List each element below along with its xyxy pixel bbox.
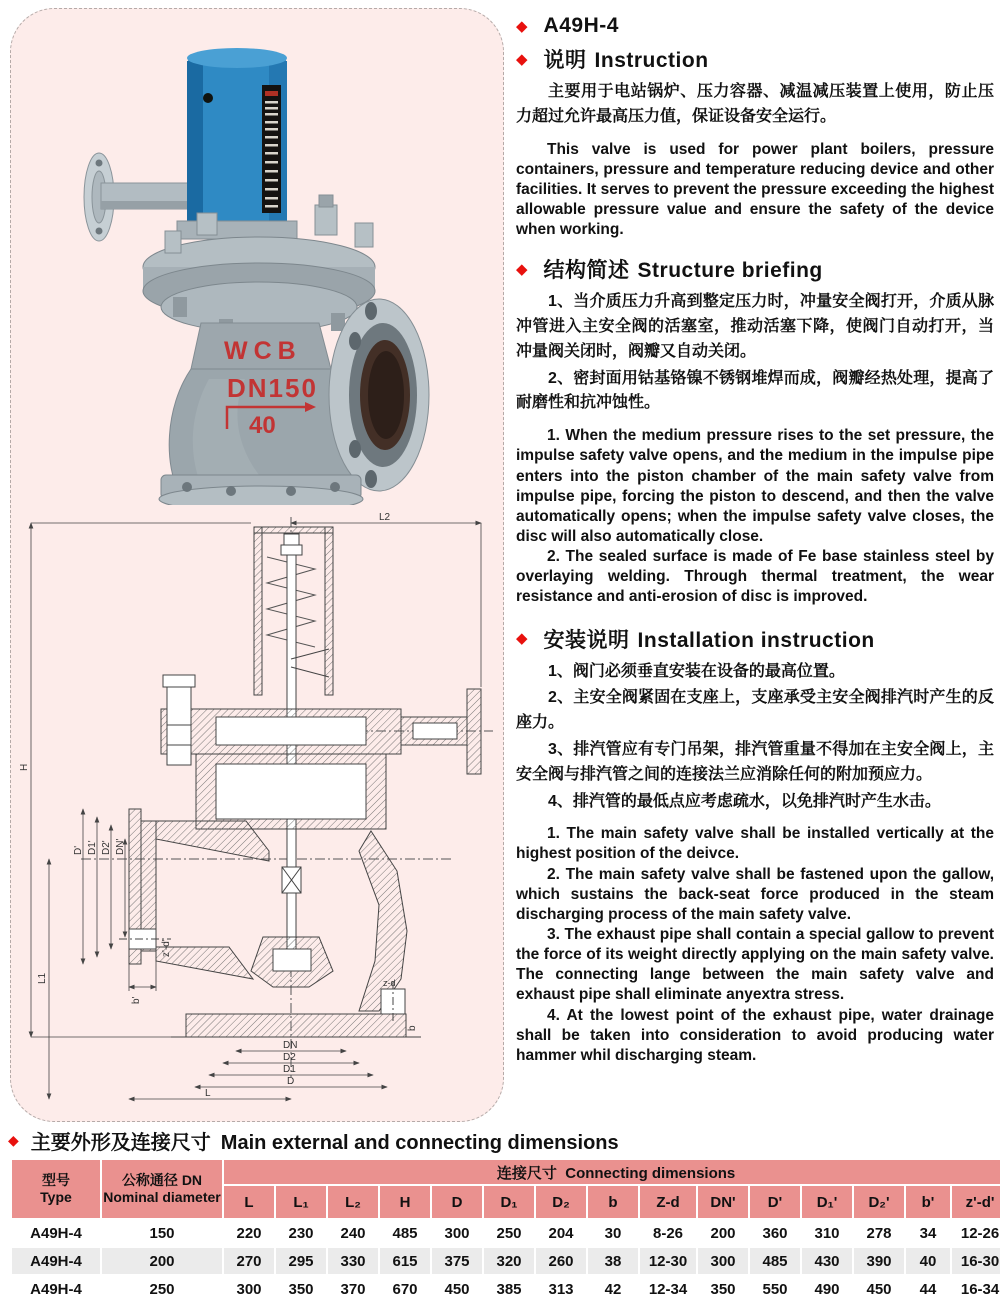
cell-dimension: 220	[236, 1224, 262, 1242]
column-header: b	[588, 1186, 638, 1218]
product-panel	[10, 8, 504, 1122]
dim-L2: L2	[379, 512, 391, 523]
cell-dimension: 370	[340, 1280, 366, 1298]
cell-dimension: 295	[288, 1252, 314, 1270]
cell-dimension: 450	[444, 1280, 470, 1298]
structure-zh-list	[516, 290, 994, 416]
dim-DNp: DN'	[115, 838, 126, 855]
header-type-en: Type	[40, 1189, 72, 1205]
diamond-icon: ◆	[516, 17, 528, 35]
installation-zh-item: 3、排汽管应有专门吊架，排汽管重量不得加在主安全阀上，主安全阀与排汽管之间的连接法兰应消除任何的附加预应力。	[516, 740, 994, 783]
cell-dimension: 12-26	[960, 1224, 1000, 1242]
installation-en-item: 3. The exhaust pipe shall contain a special gallow to prevent the force of its weight directly applying on the main safety valve. The connecting lange between the main safety valve and exhaust pipe shall eliminate anyextra stress.	[516, 926, 994, 1004]
column-header: D₂	[536, 1186, 586, 1218]
instruction-title	[544, 44, 709, 74]
cell-dimension: 40	[919, 1252, 937, 1270]
cell-dimension: 278	[866, 1224, 892, 1242]
cell-dimension: 8-26	[652, 1224, 684, 1242]
diamond-icon: ◆	[516, 50, 528, 68]
instruction-heading	[516, 44, 994, 74]
pn-label: 40	[249, 412, 276, 439]
cell-dimension: 300	[710, 1252, 736, 1270]
cell-dimension: 38	[604, 1252, 622, 1270]
structure-title-en: Structure briefing	[637, 259, 823, 283]
cell-dimension: 375	[444, 1252, 470, 1270]
column-header: L	[224, 1186, 274, 1218]
dimensions-title	[31, 1126, 619, 1155]
cell-dimension: 250	[496, 1224, 522, 1242]
cell-dimension: 430	[814, 1252, 840, 1270]
cell-dimension: 390	[866, 1252, 892, 1270]
cell-dimension: 16-34	[960, 1280, 1000, 1298]
dim-Dp: D'	[73, 845, 84, 855]
table-row	[12, 1220, 1000, 1246]
column-header: D₁	[484, 1186, 534, 1218]
structure-title	[544, 254, 823, 284]
valve-cap	[187, 48, 287, 225]
installation-en-item: 2. The main safety valve shall be fastened upon the gallow, which sustains the back-seat force produced in the steam discharging process of the main safety valve.	[516, 865, 994, 923]
installation-en-item: 1. The main safety valve shall be installed vertically at the highest position of the deivce.	[516, 825, 994, 863]
cell-dn: 150	[149, 1224, 175, 1242]
installation-heading	[516, 624, 994, 654]
cell-dimension: 320	[496, 1252, 522, 1270]
dim-L: L	[205, 1088, 211, 1099]
column-header: z'-d'	[952, 1186, 1000, 1218]
dimensions-title-en: Main external and connecting dimensions	[220, 1132, 619, 1154]
dimensions-table-wrap	[10, 1158, 1000, 1302]
header-connecting-dims	[224, 1160, 1000, 1184]
cell-dimension: 330	[340, 1252, 366, 1270]
cell-dimension: 16-30	[960, 1252, 1000, 1270]
cell-dimension: 42	[604, 1280, 622, 1298]
column-header: D₂'	[854, 1186, 904, 1218]
cell-dimension: 300	[236, 1280, 262, 1298]
structure-heading	[516, 254, 994, 284]
structure-en-item: 2. The sealed surface is made of Fe base stainless steel by overlaying welding. Through thermal treatment, the wear resistance and anti-erosion of disc is improved.	[516, 548, 994, 606]
dim-D: D	[287, 1076, 295, 1087]
column-header: D₁'	[802, 1186, 852, 1218]
cell-dimension: 200	[710, 1224, 736, 1242]
cell-dimension: 360	[762, 1224, 788, 1242]
column-header: b'	[906, 1186, 950, 1218]
bottom-flange	[159, 475, 363, 505]
cell-type: A49H-4	[30, 1280, 82, 1298]
cell-dimension: 670	[392, 1280, 418, 1298]
table-row	[12, 1248, 1000, 1274]
installation-en-item: 4. At the lowest point of the exhaust pipe, water drainage shall be taken into consideration to avoid producing water hammer whil discharging steam.	[516, 1006, 994, 1064]
structure-en-list	[516, 426, 994, 607]
column-header: Z-d	[640, 1186, 696, 1218]
cell-dimension: 350	[710, 1280, 736, 1298]
column-header: DN'	[698, 1186, 748, 1218]
header-group-en: Connecting dimensions	[565, 1164, 736, 1182]
cap-label	[262, 85, 281, 213]
column-header: D'	[750, 1186, 800, 1218]
instruction-text-zh: 主要用于电站锅炉、压力容器、减温减压装置上使用，防止压力超过允许最高压力值，保证设备安全运行。	[516, 83, 994, 125]
cell-dimension: 350	[288, 1280, 314, 1298]
cell-dimension: 30	[604, 1224, 622, 1242]
header-type-zh: 型号	[42, 1171, 70, 1188]
cell-dimension: 12-34	[648, 1280, 688, 1298]
structure-zh-item: 1、当介质压力升高到整定压力时，冲量安全阀打开，介质从脉冲管进入主安全阀的活塞室，推动活塞下降，使阀门自动打开，当冲量阀关闭时，阀瓣又自动关闭。	[516, 293, 994, 360]
cell-dimension: 485	[762, 1252, 788, 1270]
bore-label: DN150	[227, 373, 318, 403]
cell-dimension: 34	[919, 1224, 937, 1242]
instruction-title-en: Instruction	[594, 49, 709, 72]
dim-bp: b'	[131, 996, 142, 1004]
installation-title-zh: 安装说明	[543, 628, 630, 652]
dim-H: H	[19, 763, 30, 771]
installation-title	[544, 624, 875, 654]
cell-dimension: 300	[444, 1224, 470, 1242]
valve-photo-svg	[69, 35, 449, 505]
installation-zh-list	[516, 660, 994, 815]
header-dn-zh: 公称通径 DN	[121, 1171, 203, 1188]
material-label: WCB	[224, 337, 302, 365]
cell-dimension: 310	[814, 1224, 840, 1242]
cell-dimension: 12-30	[648, 1252, 688, 1270]
dimensions-title-zh: 主要外形及连接尺寸	[30, 1132, 211, 1154]
cell-dimension: 385	[496, 1280, 522, 1298]
cell-dimension: 490	[814, 1280, 840, 1298]
diamond-icon: ◆	[516, 630, 528, 648]
cell-dn: 250	[149, 1280, 175, 1298]
cell-dimension: 270	[236, 1252, 262, 1270]
dim-L1: L1	[37, 972, 48, 984]
structure-title-zh: 结构简述	[543, 259, 630, 283]
installation-en-list	[516, 824, 994, 1066]
dim-b: b	[407, 1025, 418, 1031]
column-header: D	[432, 1186, 482, 1218]
technical-drawing-svg	[11, 509, 503, 1114]
cell-dimension: 204	[548, 1224, 574, 1242]
installation-zh-item: 2、主安全阀紧固在支座上，支座承受主安全阀排汽时产生的反座力。	[516, 689, 994, 732]
dim-D1: D1	[283, 1064, 296, 1075]
cap-hole	[203, 93, 213, 103]
header-dn-en: Nominal diameter	[103, 1189, 221, 1205]
column-header: L₁	[276, 1186, 326, 1218]
dim-D2p: D2'	[101, 840, 112, 855]
installation-zh-item: 1、阀门必须垂直安装在设备的最高位置。	[548, 662, 845, 680]
dim-D2: D2	[283, 1052, 296, 1063]
dim-zdp: z'-d'	[161, 939, 172, 957]
table-body	[12, 1220, 1000, 1302]
column-header: H	[380, 1186, 430, 1218]
header-dn	[102, 1160, 222, 1218]
installation-zh-item: 4、排汽管的最低点应考虑疏水，以免排汽时产生水击。	[548, 792, 941, 810]
cell-type: A49H-4	[30, 1224, 82, 1242]
dimensions-heading	[8, 1126, 619, 1155]
model-number: A49H-4	[543, 14, 619, 37]
cell-dimension: 615	[392, 1252, 418, 1270]
cell-dimension: 313	[548, 1280, 574, 1298]
dimensions-table	[10, 1158, 1000, 1302]
cell-dimension: 44	[919, 1280, 937, 1298]
header-type	[12, 1160, 100, 1218]
technical-drawing	[11, 509, 503, 1119]
cell-dimension: 260	[548, 1252, 574, 1270]
cell-dimension: 240	[340, 1224, 366, 1242]
diamond-icon: ◆	[8, 1132, 19, 1148]
cell-type: A49H-4	[30, 1252, 82, 1270]
description-column	[516, 12, 994, 1066]
instruction-title-zh: 说明	[543, 49, 587, 72]
instruction-text-en: This valve is used for power plant boilers, pressure containers, pressure and temperature reducing device and other facilities. It serves to prevent the pressure exceeding the highest allowable pressure value and ensure the safety of the device when working.	[516, 140, 994, 239]
cell-dimension: 485	[392, 1224, 418, 1242]
structure-en-item: 1. When the medium pressure rises to the set pressure, the impulse safety valve opens, and the medium in the impulse pipe enters into the piston chamber of the main safety valve from impulse pipe, forcing the piston to descend, and then the valve automatically opens; when the impulse safety valve closes, the disc will also automatically close.	[516, 427, 994, 545]
dim-zd: z-d	[383, 978, 396, 988]
column-header: L₂	[328, 1186, 378, 1218]
valve-photo	[69, 35, 449, 510]
dim-DN: DN	[283, 1040, 298, 1051]
cell-dimension: 450	[866, 1280, 892, 1298]
cell-dn: 200	[149, 1252, 175, 1270]
cell-dimension: 550	[762, 1280, 788, 1298]
structure-zh-item: 2、密封面用钴基铬镍不锈钢堆焊而成，阀瓣经热处理，提高了耐磨性和抗冲蚀性。	[516, 369, 994, 412]
dim-D1p: D1'	[87, 840, 98, 855]
installation-title-en: Installation instruction	[637, 628, 875, 652]
diamond-icon: ◆	[516, 260, 528, 278]
cell-dimension: 230	[288, 1224, 314, 1242]
header-group-zh: 连接尺寸	[496, 1164, 557, 1182]
model-heading	[516, 14, 994, 38]
table-row	[12, 1276, 1000, 1302]
